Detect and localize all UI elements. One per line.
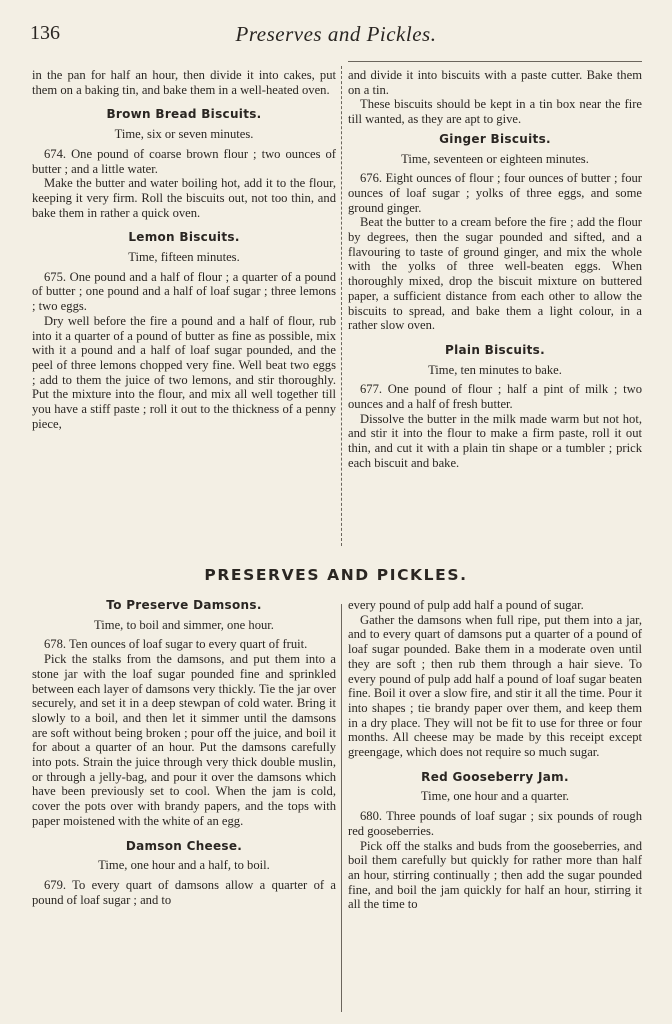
- column-divider-top: [341, 66, 342, 546]
- paragraph: 674. One pound of coarse brown flour ; two ounces of butter ; and a little water.: [32, 146, 336, 176]
- paragraph: 678. Ten ounces of loaf sugar to every quart of fruit.: [44, 637, 308, 652]
- recipe-title: Red Gooseberry Jam.: [421, 769, 569, 784]
- paragraph: in the pan for half an hour, then divide it into cakes, put them on a baking tin, and bake them in a well-heated oven.: [32, 68, 336, 97]
- paragraph: Dissolve the butter in the milk made warm but not hot, and stir it into the flour to make a firm paste, roll it out thin, and cut it with a plain tin shape or a tumbler ; prick each biscuit and bake.: [348, 411, 642, 470]
- column-top-left: [32, 68, 336, 431]
- recipe-time: Time, six or seven minutes.: [114, 127, 254, 142]
- paragraph: These biscuits should be kept in a tin box near the fire till wanted, as they are apt to give.: [348, 97, 642, 127]
- paragraph: 676. Eight ounces of flour ; four ounces of butter ; four ounces of loaf sugar ; yolks of three eggs, and some ground ginger.: [348, 171, 642, 215]
- page-number: 136: [30, 22, 60, 44]
- paragraph: 677. One pound of flour ; half a pint of milk ; two ounces and a half of fresh butter.: [348, 382, 642, 412]
- recipe-title: Lemon Biscuits.: [128, 230, 240, 245]
- recipe-title: Damson Cheese.: [125, 838, 243, 853]
- running-title: Preserves and Pickles.: [235, 22, 437, 46]
- paragraph: Make the butter and water boiling hot, add it to the flour, keeping it very firm. Roll the biscuits out, not too thin, and bake them in rather a quick oven.: [32, 176, 336, 220]
- recipe-time: Time, one hour and a quarter.: [420, 789, 570, 804]
- recipe-time: Time, one hour and a half, to boil.: [98, 858, 270, 873]
- paragraph: 680. Three pounds of loaf sugar ; six pounds of rough red gooseberries.: [348, 809, 642, 838]
- paragraph: Gather the damsons when full ripe, put them into a jar, and to every quart of damsons put a quarter of a pound of loaf sugar pounded. Bake them in a moderate oven until they are soft ; then rub them through a hair sieve. To every pound of pulp add half a pound of loaf sugar beaten fine. Boil it over a slow fire, and stir it all the time. Pour it into shapes ; tie brandy paper over them, and keep them in a dry place. They will not be fit to use for three or four months. All cheese may be made by this receipt except greengage, which does not require so much sugar.: [348, 612, 642, 760]
- paragraph: 679. To every quart of damsons allow a quarter of a pound of loaf sugar ; and to: [32, 877, 336, 907]
- paragraph: Pick the stalks from the damsons, and put them into a stone jar with the loaf sugar pounded fine and sprinkled between each layer of damsons very thickly. Tie the jar over securely, and set it in a deep stewpan of cold water. Bring it slowly to a boil, and then let it simmer until the damsons are soft without being broken ; pour off the juice, and boil it for about a quarter of an hour. Put the damsons carefully into pots. Strain the juice through very thick double muslin, or through a jelly-bag, and pour it over the damsons which have been previously set to cool. When the jam is cold, cover the pots over with brandy papers, and the tops with paper moistened with the white of an egg.: [32, 652, 336, 828]
- recipe-title: Ginger Biscuits.: [439, 131, 551, 146]
- recipe-time: Time, seventeen or eighteen minutes.: [401, 151, 589, 166]
- recipe-title: Brown Bread Biscuits.: [106, 107, 262, 122]
- recipe-time: Time, ten minutes to bake.: [428, 362, 562, 377]
- column-bottom-left: [32, 598, 336, 907]
- recipe-time: Time, to boil and simmer, one hour.: [94, 617, 274, 632]
- section-title: PRESERVES AND PICKLES.: [204, 566, 468, 584]
- page-header: [30, 22, 642, 50]
- column-bottom-right: [348, 598, 642, 912]
- recipe-time: Time, fifteen minutes.: [128, 250, 240, 265]
- column-rule-top: [348, 61, 642, 62]
- paragraph: every pound of pulp add half a pound of sugar.: [348, 598, 584, 612]
- paragraph: 675. One pound and a half of flour ; a quarter of a pound of butter ; one pound and a half of loaf sugar ; three lemons ; two eggs.: [32, 269, 336, 314]
- recipe-title: Plain Biscuits.: [445, 342, 545, 357]
- paragraph: Beat the butter to a cream before the fire ; add the flour by degrees, then the sugar pounded and sifted, and a flavouring to taste of ground ginger, and mix the whole with the yolks of three well-beaten eggs. When thoroughly mixed, drop the biscuit mixture on buttered paper, a sufficient distance from each other to allow the biscuits to spread, and bake them a light colour, in a rather slow oven.: [348, 215, 642, 333]
- column-divider-bottom: [341, 604, 342, 1012]
- paragraph: Dry well before the fire a pound and a half of flour, rub into it a quarter of a pound of butter as fine as possible, mix with it a pound and a half of loaf sugar pounded, and the peel of three lemons chopped very fine. Well beat two eggs ; add to them the juice of two lemons, and stir thoroughly. Put the mixture into the flour, and mix all well together till you have a stiff paste ; roll it out to the thickness of a penny piece,: [32, 313, 336, 431]
- paragraph: Pick off the stalks and buds from the gooseberries, and boil them carefully but quickly for rather more than half an hour, stirring continually ; then add the sugar pounded fine, and boil the jam quickly for half an hour, stirring it all the time to: [348, 838, 642, 912]
- recipe-title: To Preserve Damsons.: [106, 598, 262, 612]
- paragraph: and divide it into biscuits with a paste cutter. Bake them on a tin.: [348, 68, 642, 97]
- column-top-right: [348, 68, 642, 471]
